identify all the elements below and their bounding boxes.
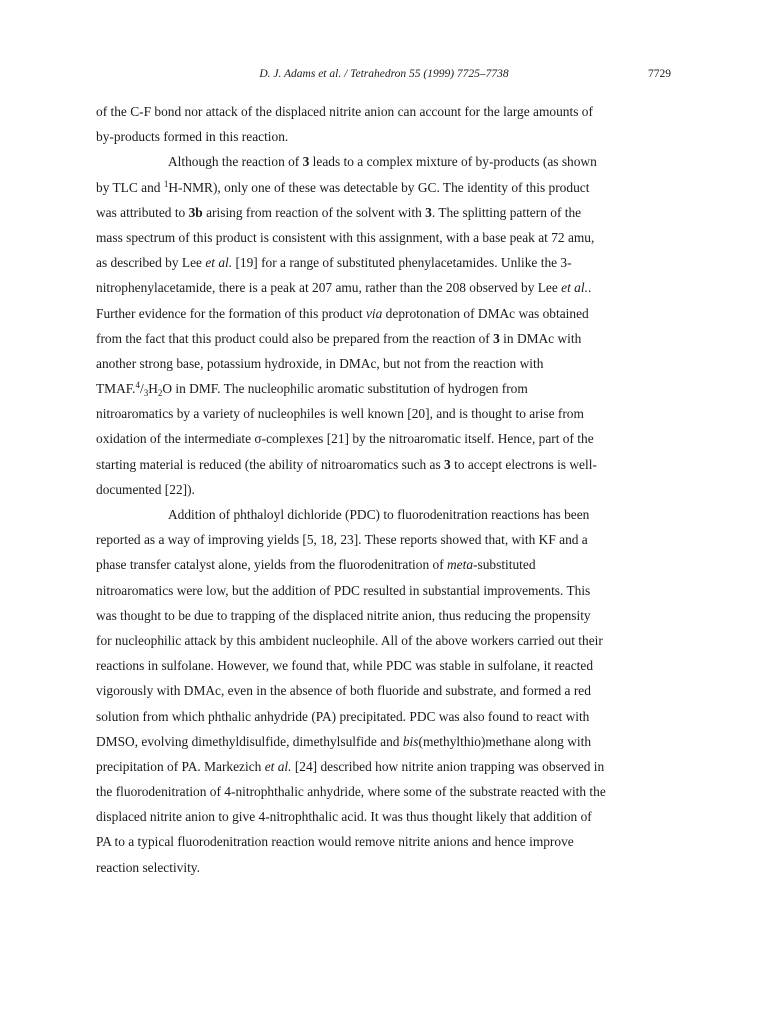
text-line: oxidation of the intermediate σ-complexes [21] by the nitroaromatic itself. Hence, part of the xyxy=(96,431,594,447)
running-head xyxy=(0,68,768,84)
text-line: by-products formed in this reaction. xyxy=(96,129,289,145)
text-line: phase transfer catalyst alone, yields from the fluorodenitration of meta-substituted xyxy=(96,557,536,573)
text-line: the fluorodenitration of 4-nitrophthalic anhydride, where some of the substrate reacted with the xyxy=(96,784,606,800)
text-line: another strong base, potassium hydroxide, in DMAc, but not from the reaction with xyxy=(96,355,544,371)
text-line: solution from which phthalic anhydride (PA) precipitated. PDC was also found to react with xyxy=(96,708,590,724)
text-line: DMSO, evolving dimethyldisulfide, dimethylsulfide and bis(methylthio)methane along with xyxy=(96,733,592,749)
text-line: precipitation of PA. Markezich et al. [24] described how nitrite anion trapping was observed in xyxy=(96,758,605,774)
text-line: of the C-F bond nor attack of the displaced nitrite anion can account for the large amounts of xyxy=(96,104,593,119)
body-text xyxy=(96,99,666,880)
text-line: displaced nitrite anion to give 4-nitrophthalic acid. It was thus thought likely that addition of xyxy=(96,809,592,825)
text-line: nitroaromatics were low, but the addition of PDC resulted in substantial improvements. This xyxy=(96,582,591,598)
text-line: reaction selectivity. xyxy=(96,859,200,875)
text-line: reported as a way of improving yields [5, 18, 23]. These reports showed that, with KF and a xyxy=(96,532,588,548)
text-line: nitrophenylacetamide, there is a peak at 207 amu, rather than the 208 observed by Lee et al.. xyxy=(96,280,592,296)
text-line: vigorously with DMAc, even in the absence of both fluoride and substrate, and formed a red xyxy=(96,683,591,699)
text-line: was thought to be due to trapping of the displaced nitrite anion, thus reducing the propensity xyxy=(96,607,591,623)
text-line: as described by Lee et al. [19] for a range of substituted phenylacetamides. Unlike the 3- xyxy=(96,255,572,271)
text-line: Addition of phthaloyl dichloride (PDC) to fluorodenitration reactions has been xyxy=(168,507,590,522)
text-line: $TMAF.^4/_3H_2O$ in DMF. The nucleophilic aromatic substitution of hydrogen from xyxy=(96,380,528,399)
text-line: was attributed to 3b arising from reaction of the solvent with 3. The splitting pattern of the xyxy=(96,204,582,220)
text-line: mass spectrum of this product is consistent with this assignment, with a base peak at 72 amu, xyxy=(96,229,595,245)
text-line: starting material is reduced (the ability of nitroaromatics such as 3 to accept electrons is well- xyxy=(96,456,597,472)
text-line: Further evidence for the formation of this product via deprotonation of DMAc was obtained xyxy=(96,305,589,321)
text-line: by TLC and $^1$H-NMR), only one of these was detectable by GC. The identity of this product xyxy=(96,178,590,195)
running-title: D. J. Adams et al. / Tetrahedron 55 (1999) 7725–7738 xyxy=(259,68,509,80)
text-line: for nucleophilic attack by this ambident nucleophile. All of the above workers carried out their xyxy=(96,632,603,648)
text-line: from the fact that this product could also be prepared from the reaction of 3 in DMAc with xyxy=(96,330,582,346)
text-line: Although the reaction of 3 leads to a complex mixture of by-products (as shown xyxy=(168,154,597,170)
text-line: reactions in sulfolane. However, we found that, while PDC was stable in sulfolane, it reacted xyxy=(96,658,594,674)
text-line: nitroaromatics by a variety of nucleophiles is well known [20], and is thought to arise from xyxy=(96,406,584,422)
page-number: 7729 xyxy=(648,68,671,80)
text-line: PA to a typical fluorodenitration reaction would remove nitrite anions and hence improve xyxy=(96,834,574,850)
text-line: documented [22]). xyxy=(96,481,195,497)
